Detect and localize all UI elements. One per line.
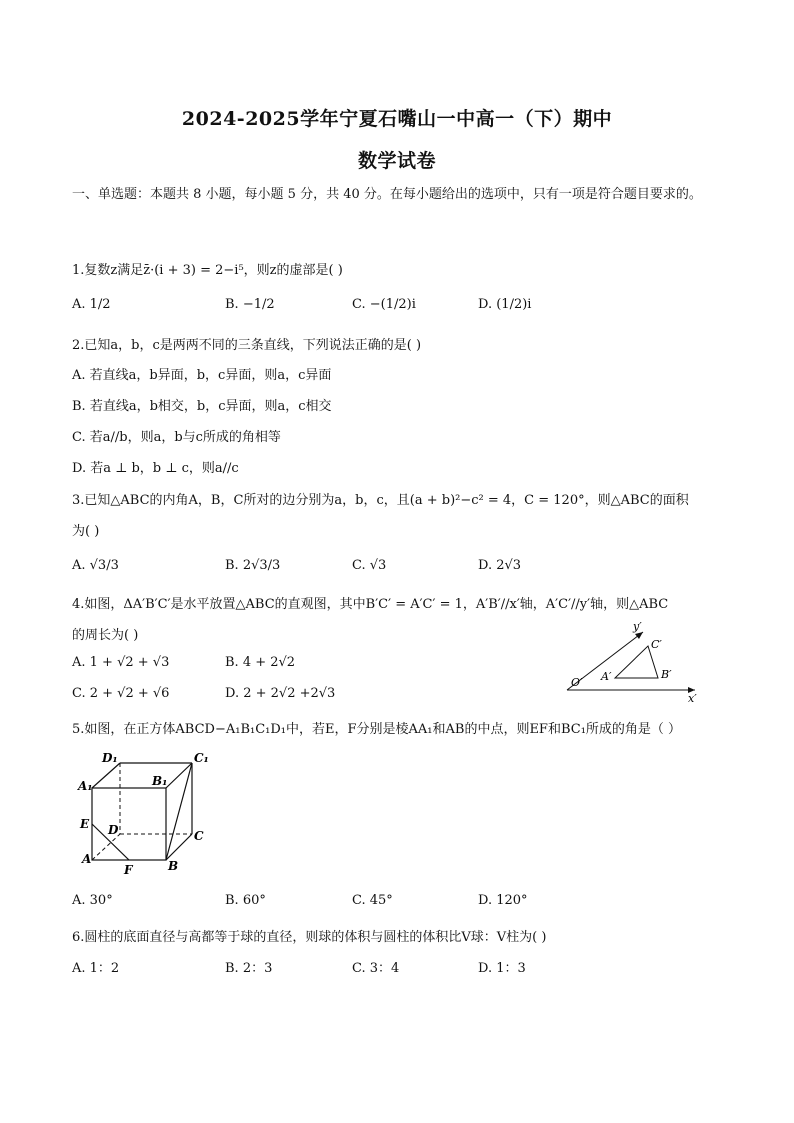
q1-option-a: A. 1/2 — [72, 297, 111, 312]
q3-option-a: A. √3/3 — [72, 558, 119, 573]
q5-option-c: C. 45° — [352, 893, 393, 908]
edge-a1-d1 — [92, 763, 120, 788]
label-b: B′ — [661, 668, 672, 681]
q1-stem: 1.复数z满足z̄·(i + 3) = 2−i⁵，则z的虚部是( ) — [72, 263, 343, 278]
q5-stem: 5.如图，在正方体ABCD−A₁B₁C₁D₁中，若E，F分别是棱AA₁和AB的中点，则EF和BC₁所成的角是（ ） — [72, 722, 682, 737]
q4-stem-line2: 的周长为( ) — [72, 628, 139, 643]
label-b: B — [168, 859, 179, 873]
q6-stem: 6.圆柱的底面直径与高都等于球的直径，则球的体积与圆柱的体积比V球：V柱为( ) — [72, 930, 547, 945]
label-a: A′ — [601, 670, 612, 683]
q2-option-d: D. 若a ⊥ b，b ⊥ c，则a//c — [72, 461, 239, 476]
q4-option-b: B. 4 + 2√2 — [225, 655, 296, 670]
q5-option-b: B. 60° — [225, 893, 266, 908]
label-x-axis: x′ — [688, 692, 697, 703]
segment-bc1 — [166, 763, 192, 860]
q2-option-b: B. 若直线a，b相交，b，c异面，则a，c相交 — [72, 399, 332, 414]
label-f: F — [124, 863, 133, 877]
q4-oblique-figure — [555, 618, 705, 703]
y-axis-arrow — [635, 632, 643, 639]
label-y-axis: y′ — [633, 620, 642, 633]
label-a1: A₁ — [78, 779, 93, 793]
label-d1: D₁ — [102, 751, 118, 765]
label-c: C′ — [651, 638, 662, 651]
q6-option-d: D. 1：3 — [478, 961, 526, 976]
label-e: E — [80, 817, 90, 831]
q5-option-a: A. 30° — [72, 893, 113, 908]
q2-option-c: C. 若a//b，则a，b与c所成的角相等 — [72, 430, 281, 445]
q1-option-d: D. (1/2)i — [478, 297, 532, 312]
q3-stem-line2: 为( ) — [72, 524, 100, 539]
label-c1: C₁ — [194, 751, 209, 765]
q4-stem-line1: 4.如图，ΔA′B′C′是水平放置△ABC的直观图，其中B′C′ = A′C′ = 1，A′B′//x′轴，A′C′//y′轴，则△ABC — [72, 597, 669, 612]
q2-stem: 2.已知a，b，c是两两不同的三条直线，下列说法正确的是( ) — [72, 338, 422, 353]
label-a: A — [82, 852, 92, 866]
q3-option-d: D. 2√3 — [478, 558, 522, 573]
label-b1: B₁ — [152, 774, 168, 788]
q5-cube-figure — [74, 748, 214, 878]
q1-option-c: C. −(1/2)i — [352, 297, 416, 312]
section-intro: 一、单选题：本题共 8 小题，每小题 5 分，共 40 分。在每小题给出的选项中，只有一项是符合题目要求的。 — [72, 187, 702, 202]
q5-option-d: D. 120° — [478, 893, 528, 908]
q6-option-c: C. 3：4 — [352, 961, 400, 976]
q2-option-a: A. 若直线a，b异面，b，c异面，则a，c异面 — [72, 368, 332, 383]
q3-stem-line1: 3.已知△ABC的内角A，B，C所对的边分别为a，b，c，且(a + b)²−c² = 4，C = 120°，则△ABC的面积 — [72, 493, 689, 508]
q4-option-d: D. 2 + 2√2 +2√3 — [225, 686, 336, 701]
label-d: D — [108, 823, 119, 837]
exam-subtitle: 数学试卷 — [357, 150, 436, 172]
q4-option-a: A. 1 + √2 + √3 — [72, 655, 170, 670]
q1-option-b: B. −1/2 — [225, 297, 275, 312]
q3-option-b: B. 2√3/3 — [225, 558, 281, 573]
q3-option-c: C. √3 — [352, 558, 387, 573]
q6-option-b: B. 2：3 — [225, 961, 273, 976]
exam-title: 2024-2025学年宁夏石嘴山一中高一（下）期中 — [181, 108, 613, 130]
q6-option-a: A. 1：2 — [72, 961, 120, 976]
q4-option-c: C. 2 + √2 + √6 — [72, 686, 170, 701]
label-origin: O′ — [571, 676, 583, 689]
label-c: C — [194, 829, 204, 843]
